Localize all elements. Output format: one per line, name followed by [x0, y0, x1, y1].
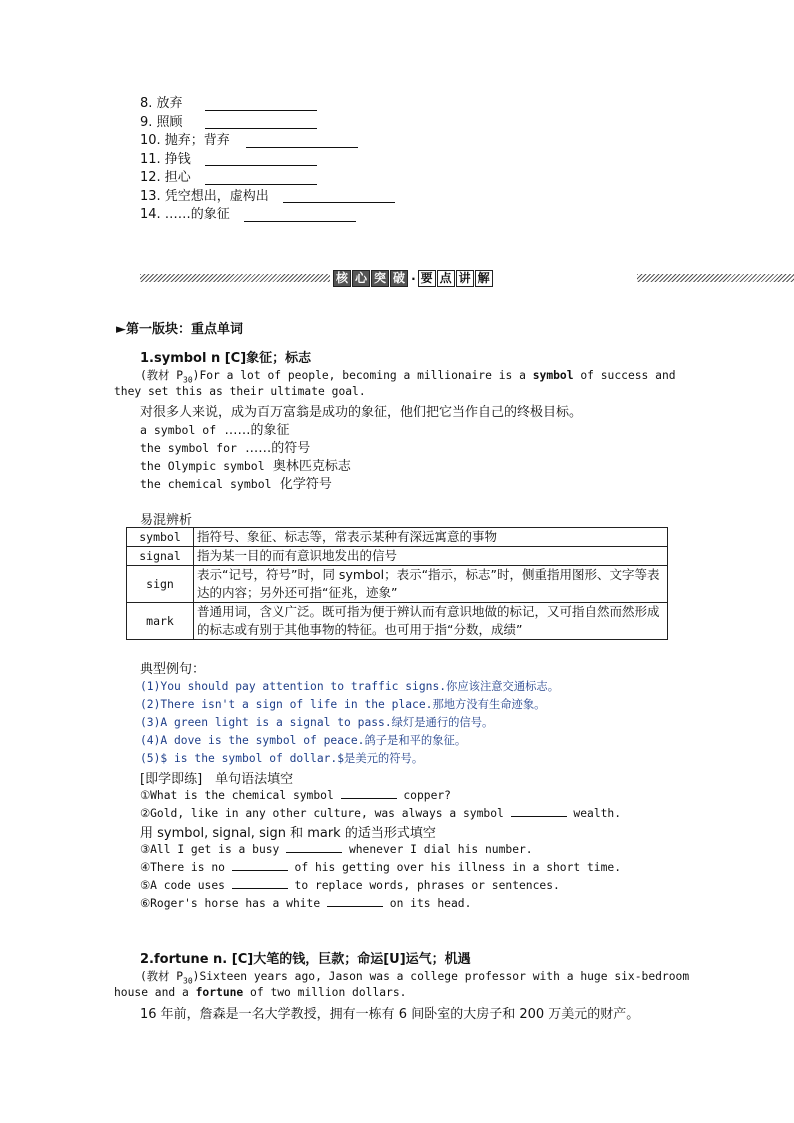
- source-keyword: symbol: [532, 369, 574, 382]
- vocab-item: [140, 206, 395, 225]
- phrase-en: a symbol of: [140, 423, 217, 437]
- textbook-source: [140, 968, 689, 985]
- answer-blank[interactable]: [246, 135, 358, 148]
- section-banner: [140, 270, 680, 288]
- table-row: [127, 528, 668, 547]
- answer-blank[interactable]: [341, 788, 397, 799]
- practice-text: ⑥Roger's horse has a white: [140, 897, 327, 910]
- practice-text: of his getting over his illness in a short time.: [287, 861, 622, 874]
- practice-text: whenever I dial his number.: [342, 843, 533, 856]
- answer-blank[interactable]: [232, 860, 288, 871]
- table-cell-word: symbol: [127, 528, 194, 547]
- phrase-zh: 化学符号: [279, 477, 332, 492]
- banner-hatch-left: [140, 274, 330, 282]
- practice-text: ④There is no: [140, 861, 232, 874]
- banner-hatch-right: [637, 274, 794, 282]
- practice-text: ⑤A code uses: [140, 879, 232, 892]
- table-cell-desc: 指符号、象征、标志等，常表示某种有深远寓意的事物: [194, 528, 668, 547]
- practice-item: [140, 878, 560, 892]
- practice-item: [140, 860, 621, 874]
- banner-char: 心: [352, 270, 370, 287]
- source-prefix: (教材 P: [140, 970, 183, 983]
- vocab-item: [140, 188, 395, 207]
- answer-blank[interactable]: [327, 896, 383, 907]
- vocab-label: 8. 放弃: [140, 96, 183, 111]
- table-cell-word: sign: [127, 566, 194, 603]
- practice-text: to replace words, phrases or sentences.: [287, 879, 560, 892]
- phrase-zh: ……的象征: [224, 423, 290, 438]
- table-row: [127, 603, 668, 640]
- banner-char: 破: [390, 270, 408, 287]
- compare-table: [126, 527, 668, 640]
- practice-item: [140, 842, 533, 856]
- practice-text: wealth.: [566, 807, 622, 820]
- table-cell-desc: 表示“记号，符号”时，同 symbol；表示“指示，标志”时，侧重指用图形、文字等表达的内容；另外还可指“征兆，迹象”: [194, 566, 668, 603]
- phrase-zh: ……的符号: [245, 441, 311, 456]
- translation: 16 年前，詹森是一名大学教授，拥有一栋有 6 间卧室的大房子和 200 万美元的财产。: [140, 1007, 640, 1022]
- banner-title: [333, 270, 494, 287]
- practice-text: ①What is the chemical symbol: [140, 789, 341, 802]
- vocab-label: 9. 照顾: [140, 114, 183, 130]
- section-title: ►第一版块：重点单词: [116, 322, 243, 337]
- answer-blank[interactable]: [205, 98, 317, 111]
- vocab-label: 10. 抛弃；背弃: [140, 133, 230, 148]
- banner-char: 突: [371, 270, 389, 287]
- vocab-item: [140, 169, 395, 188]
- phrase-item: [140, 437, 310, 456]
- banner-char: 核: [333, 270, 351, 287]
- practice-text: on its head.: [382, 897, 472, 910]
- practice-item: [140, 896, 471, 910]
- table-cell-word: mark: [127, 603, 194, 640]
- translation: 对很多人来说，成为百万富翁是成功的象征，他们把它当作自己的终极目标。: [140, 405, 583, 420]
- vocab-label: 14. ……的象征: [140, 207, 230, 222]
- source-text: house and a: [114, 986, 196, 999]
- banner-dot: ·: [411, 271, 416, 286]
- vocab-label: 11. 挣钱: [140, 151, 191, 167]
- vocab-item: [140, 151, 395, 170]
- answer-blank[interactable]: [205, 172, 317, 185]
- answer-blank[interactable]: [511, 806, 567, 817]
- practice-text: copper?: [396, 789, 451, 802]
- practice-text: ②Gold, like in any other culture, was always a symbol: [140, 807, 511, 820]
- phrase-zh: 奥林匹克标志: [272, 459, 351, 474]
- practice-item: [140, 788, 451, 802]
- practice-item: [140, 806, 621, 820]
- vocab-label: 12. 担心: [140, 170, 191, 185]
- table-cell-desc: 指为某一目的而有意识地发出的信号: [194, 547, 668, 566]
- practice-text: ③All I get is a busy: [140, 843, 287, 856]
- answer-blank[interactable]: [205, 116, 317, 129]
- entry-heading-symbol: 1.symbol n [C]象征；标志: [140, 351, 312, 366]
- source-text: of two million dollars.: [243, 986, 407, 999]
- phrase-en: the Olympic symbol: [140, 459, 265, 473]
- source-text: of success and: [573, 369, 676, 382]
- phrase-item: [140, 419, 289, 438]
- source-keyword: fortune: [195, 986, 244, 999]
- example-sentence: (3)A green light is a signal to pass.绿灯是通行的信号。: [140, 716, 494, 729]
- banner-char: 解: [475, 270, 493, 287]
- table-cell-word: signal: [127, 547, 194, 566]
- textbook-source: [140, 367, 676, 384]
- answer-blank[interactable]: [205, 153, 317, 166]
- vocab-item: [140, 114, 395, 133]
- compare-title: 易混辨析: [140, 513, 193, 528]
- answer-blank[interactable]: [244, 209, 356, 222]
- phrase-en: the symbol for: [140, 441, 237, 455]
- phrase-en: the chemical symbol: [140, 477, 272, 491]
- examples-title: 典型例句：: [140, 662, 206, 677]
- textbook-source-cont: they set this as their ultimate goal.: [114, 385, 366, 398]
- source-page: 30: [183, 976, 193, 986]
- phrase-item: [140, 473, 332, 492]
- entry-heading-fortune: 2.fortune n. [C]大笔的钱，巨款；命运[U]运气；机遇: [140, 952, 471, 967]
- example-sentence: (1)You should pay attention to traffic signs.你应该注意交通标志。: [140, 680, 560, 693]
- fill-title: 用 symbol, signal, sign 和 mark 的适当形式填空: [140, 826, 436, 841]
- phrase-item: [140, 455, 351, 474]
- source-prefix: (教材 P: [140, 369, 183, 382]
- practice-title: [即学即练] 单句语法填空: [140, 772, 294, 787]
- answer-blank[interactable]: [232, 878, 288, 889]
- banner-char: 要: [418, 270, 436, 287]
- banner-char: 讲: [456, 270, 474, 287]
- vocab-label: 13. 凭空想出，虚构出: [140, 188, 269, 204]
- vocab-item: [140, 132, 395, 151]
- table-row: [127, 566, 668, 603]
- source-text: )Sixteen years ago, Jason was a college professor with a huge six-bedroom: [192, 970, 690, 983]
- source-page: 30: [183, 375, 193, 385]
- example-sentence: (5)$ is the symbol of dollar.$是美元的符号。: [140, 752, 424, 765]
- answer-blank[interactable]: [286, 842, 342, 853]
- vocab-item: [140, 95, 395, 114]
- banner-char: 点: [437, 270, 455, 287]
- example-sentence: (4)A dove is the symbol of peace.鸽子是和平的象征。: [140, 734, 467, 747]
- textbook-source-cont: [114, 986, 406, 999]
- table-cell-desc: 普通用词，含义广泛。既可指为便于辨认而有意识地做的标记，又可指自然而然形成的标志或有别于其他事物的特征。也可用于指“分数，成绩”: [194, 603, 668, 640]
- table-row: [127, 547, 668, 566]
- example-sentence: (2)There isn't a sign of life in the place.那地方没有生命迹象。: [140, 698, 546, 711]
- source-text: )For a lot of people, becoming a millionaire is a: [192, 369, 533, 382]
- vocab-list: [140, 95, 395, 225]
- answer-blank[interactable]: [283, 190, 395, 203]
